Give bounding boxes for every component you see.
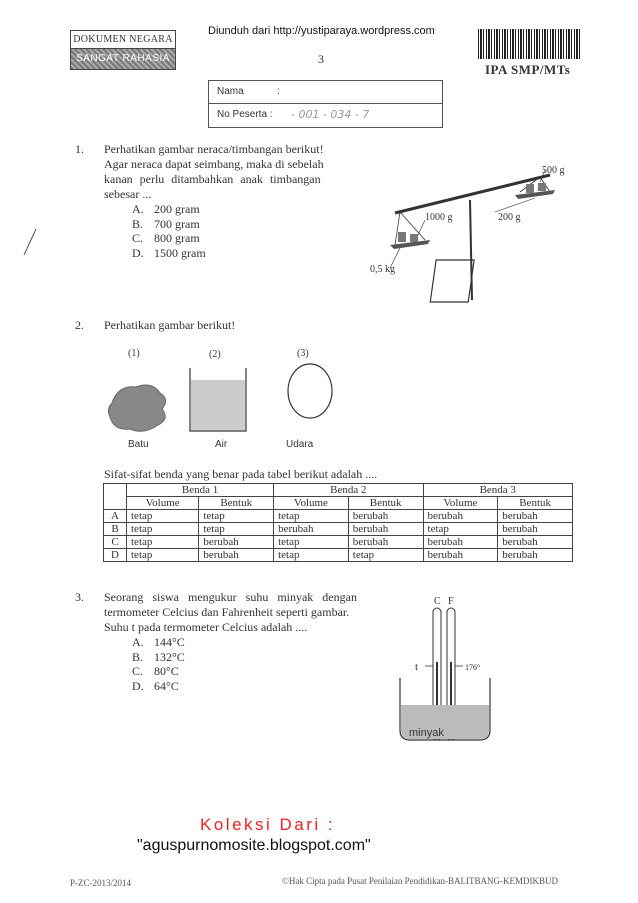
table-subheader: Bentuk [348, 497, 423, 510]
q1-options [132, 202, 206, 260]
q3-line: termometer Celcius dan Fahrenheit seperti gambar. [104, 605, 350, 619]
q1-option-a[interactable] [132, 202, 206, 217]
table-group-header: Benda 1 [127, 484, 274, 497]
number-row [209, 103, 442, 126]
option-text: 1500 gram [154, 245, 206, 260]
q1-text [104, 142, 359, 202]
table-cell: berubah [199, 549, 274, 562]
weight-1000g-label: 1000 g [425, 212, 453, 223]
name-colon: : [277, 86, 280, 97]
option-text: 64°C [154, 678, 179, 693]
celsius-label: C [434, 596, 441, 607]
caption-air: Udara [286, 439, 314, 450]
option-letter: D. [132, 678, 144, 693]
table-subheader: Volume [127, 497, 199, 510]
number-label: No Peserta : [217, 109, 273, 120]
weight-500g-label: 500 g [542, 165, 565, 176]
thermometer-figure [395, 590, 505, 745]
subject-title: IPA SMP/MTs [485, 62, 571, 77]
option-text: 700 gram [154, 216, 200, 231]
table-cell: berubah [348, 523, 423, 536]
option-text: 80°C [154, 664, 179, 678]
fahrenheit-label: F [448, 596, 454, 607]
table-cell: berubah [274, 523, 349, 536]
table-cell: tetap [274, 549, 349, 562]
table-cell: berubah [423, 510, 498, 523]
option-letter: B. [132, 649, 144, 664]
secret-label: SANGAT RAHASIA [71, 49, 175, 69]
option-text: 144°C [154, 635, 185, 649]
table-cell: tetap [127, 549, 199, 562]
air-balloon-icon [288, 364, 332, 418]
q3-options [132, 635, 185, 693]
name-row [209, 81, 442, 103]
table-row[interactable] [104, 549, 573, 562]
q3-line: Seorang siswa mengukur suhu minyak dengan [104, 590, 357, 604]
table-header-row [104, 484, 573, 497]
table-row[interactable] [104, 536, 573, 549]
q3-option-d[interactable] [132, 679, 185, 694]
identity-box [208, 80, 443, 128]
q2-text: Perhatikan gambar berikut! [104, 318, 236, 332]
row-letter: B [104, 523, 127, 536]
table-cell: tetap [127, 536, 199, 549]
q1-line: Agar neraca dapat seimbang, maka di sebelah [104, 157, 324, 171]
option-letter: C. [132, 664, 144, 678]
barcode-icon [478, 29, 582, 59]
copyright-text: ©Hak Cipta pada Pusat Penilaian Pendidikan-BALITBANG-KEMDIKBUD [282, 876, 559, 886]
caption-stone: Batu [128, 439, 149, 450]
row-letter: A [104, 510, 127, 523]
table-cell: berubah [498, 549, 573, 562]
q1-line: sebesar ... [104, 187, 152, 201]
table-cell: berubah [199, 536, 274, 549]
table-group-header: Benda 3 [423, 484, 572, 497]
table-cell: berubah [348, 536, 423, 549]
matter-states-figure [100, 343, 360, 453]
q1-option-d[interactable] [132, 246, 206, 261]
weight-200g-label: 200 g [498, 212, 521, 223]
table-cell: tetap [199, 523, 274, 536]
q3-line: Suhu t pada termometer Celcius adalah .... [104, 620, 308, 634]
option-letter: C. [132, 231, 144, 245]
properties-table [103, 483, 573, 562]
stone-icon [108, 385, 165, 431]
q3-option-a[interactable] [132, 635, 185, 650]
q1-option-b[interactable] [132, 217, 206, 232]
figure-number-1: (1) [128, 348, 140, 359]
option-letter: A. [132, 635, 144, 649]
table-cell: berubah [423, 536, 498, 549]
table-cell: berubah [498, 523, 573, 536]
name-label: Nama [217, 86, 244, 97]
option-text: 800 gram [154, 231, 200, 245]
number-value: - 001 - 034 - 7 [291, 108, 370, 121]
oil-label: minyak [409, 727, 444, 739]
figure-number-2: (2) [209, 349, 221, 360]
document-classification-box [70, 30, 176, 70]
option-text: 200 gram [154, 202, 200, 216]
table-subheader: Volume [274, 497, 349, 510]
q1-option-c[interactable] [132, 231, 206, 246]
table-cell: tetap [274, 536, 349, 549]
t-label: t [415, 661, 419, 673]
option-letter: D. [132, 245, 144, 260]
option-letter: B. [132, 216, 144, 231]
fahrenheit-value: 176° [465, 663, 481, 672]
q3-option-c[interactable] [132, 664, 185, 679]
page-number: 3 [318, 52, 324, 66]
document-label: DOKUMEN NEGARA [71, 31, 175, 49]
table-cell: tetap [423, 523, 498, 536]
table-cell: tetap [127, 510, 199, 523]
row-letter: D [104, 549, 127, 562]
figure-number-3: (3) [297, 348, 309, 359]
table-row[interactable] [104, 523, 573, 536]
blog-link[interactable]: "aguspurnomosite.blogspot.com" [137, 837, 371, 854]
collection-label: Koleksi Dari : [200, 815, 336, 834]
table-subheader: Bentuk [498, 497, 573, 510]
q1-line: kanan perlu ditambahkan anak timbangan [104, 172, 321, 186]
table-cell: berubah [498, 536, 573, 549]
water-fill-icon [191, 380, 245, 430]
caption-water: Air [215, 439, 228, 450]
option-text: 132°C [154, 649, 185, 664]
balance-scale-figure [350, 140, 590, 310]
q3-number: 3. [75, 590, 84, 604]
table-row[interactable] [104, 510, 573, 523]
pencil-mark-icon [20, 225, 40, 260]
q2-table-intro: Sifat-sifat benda yang benar pada tabel berikut adalah .... [104, 467, 378, 481]
table-group-header: Benda 2 [274, 484, 423, 497]
weight-05kg-label: 0,5 kg [370, 264, 395, 275]
table-cell: berubah [348, 510, 423, 523]
table-corner-cell [104, 484, 127, 510]
q1-line: Perhatikan gambar neraca/timbangan berikut! [104, 142, 324, 156]
q3-text [104, 590, 366, 635]
table-subheader-row [104, 497, 573, 510]
table-cell: tetap [348, 549, 423, 562]
option-letter: A. [132, 202, 144, 216]
q3-option-b[interactable] [132, 650, 185, 665]
q2-number: 2. [75, 318, 84, 332]
table-cell: tetap [127, 523, 199, 536]
table-cell: berubah [498, 510, 573, 523]
source-link[interactable]: Diunduh dari http://yustiparaya.wordpress.com [208, 25, 435, 37]
table-cell: tetap [199, 510, 274, 523]
document-code: P-ZC-2013/2014 [70, 878, 132, 888]
table-cell: tetap [274, 510, 349, 523]
table-cell: berubah [423, 549, 498, 562]
q1-number: 1. [75, 142, 84, 156]
row-letter: C [104, 536, 127, 549]
table-subheader: Bentuk [199, 497, 274, 510]
table-subheader: Volume [423, 497, 498, 510]
